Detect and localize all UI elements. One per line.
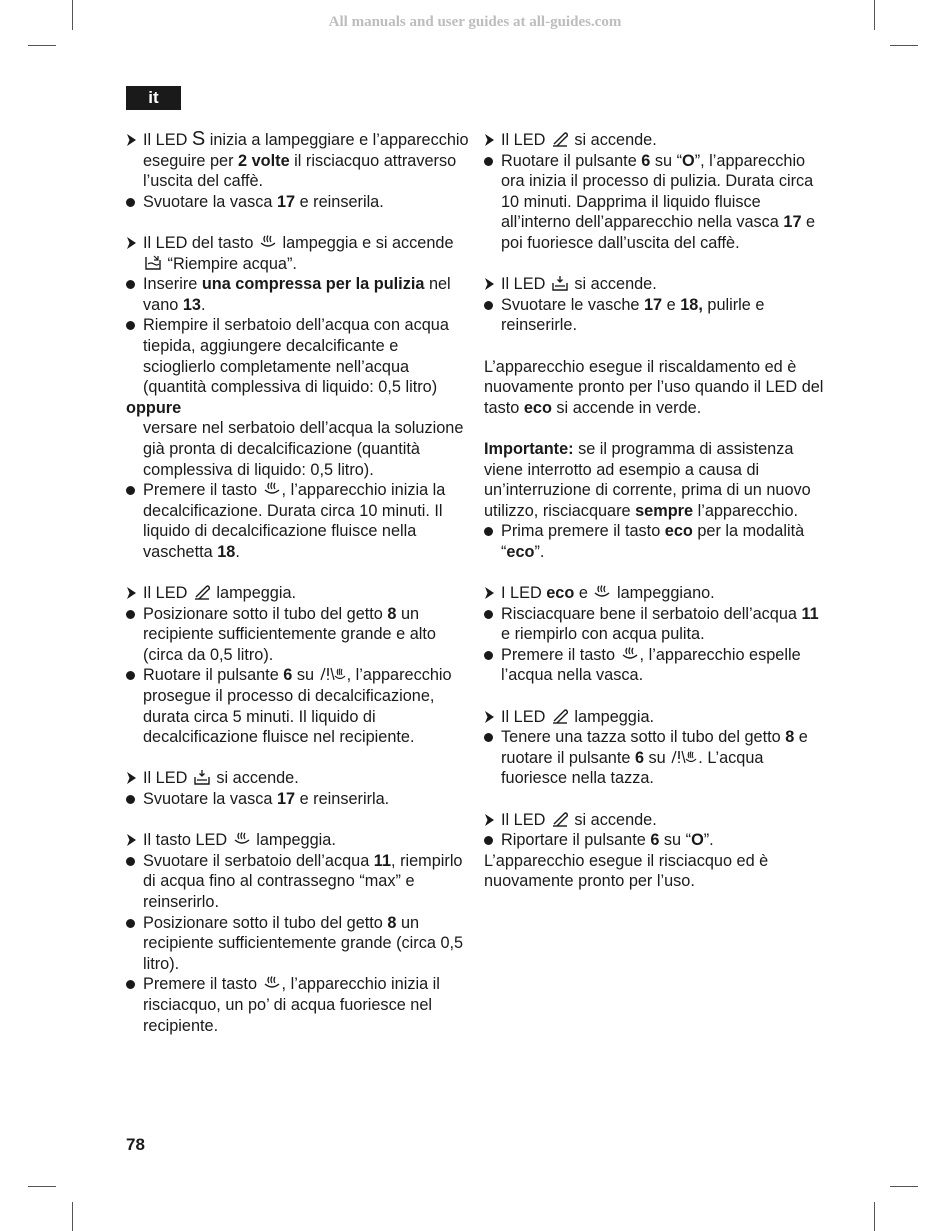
crop-mark bbox=[28, 1186, 56, 1187]
bullet-icon bbox=[126, 851, 142, 872]
text: ”. bbox=[703, 831, 714, 850]
bold-text: oppure bbox=[126, 398, 182, 417]
text: si accende in verde. bbox=[551, 398, 702, 417]
arrow-icon bbox=[126, 233, 142, 256]
step-item bbox=[126, 130, 471, 192]
text: su bbox=[292, 666, 319, 685]
crop-mark bbox=[72, 1202, 73, 1231]
bullet-icon bbox=[484, 645, 500, 666]
arrow-icon bbox=[126, 583, 142, 606]
calc-icon bbox=[551, 708, 569, 724]
text: Prima premere il tasto bbox=[501, 522, 665, 541]
bold-text: 17 bbox=[276, 790, 296, 808]
text: su “ bbox=[650, 151, 683, 170]
text: e ruotare il pulsante bbox=[501, 728, 808, 767]
text: Svuotare le vasche bbox=[501, 295, 644, 314]
arrow-icon bbox=[126, 830, 142, 853]
bullet-item bbox=[126, 851, 471, 913]
bullet-icon bbox=[484, 521, 500, 542]
arrow-icon bbox=[126, 130, 142, 153]
bullet-item bbox=[484, 830, 829, 851]
text: si accende. bbox=[569, 275, 657, 294]
bold-text: 6 bbox=[283, 666, 293, 685]
crop-mark bbox=[890, 45, 918, 46]
text: Il LED bbox=[501, 810, 550, 829]
arrow-icon bbox=[484, 583, 500, 606]
text: si accende. bbox=[211, 769, 299, 788]
text: Tenere una tazza sotto il tubo del getto bbox=[501, 728, 786, 747]
bold-text: 17 bbox=[276, 192, 296, 211]
bullet-icon bbox=[126, 974, 142, 995]
text: e poi fuoriesce dall’uscita del caffè. bbox=[501, 213, 816, 252]
bold-text: 18, bbox=[680, 295, 703, 314]
bullet-item bbox=[126, 913, 471, 975]
text: Inserire bbox=[143, 275, 202, 294]
text: Il LED bbox=[501, 707, 550, 726]
text: Svuotare la vasca bbox=[143, 192, 277, 211]
text: Risciacquare bene il serbatoio dell’acqua bbox=[501, 604, 802, 623]
text: . L’acqua fuoriesce nella tazza. bbox=[501, 748, 764, 788]
text: nel vano bbox=[143, 275, 451, 314]
text: ”. bbox=[534, 542, 545, 561]
text: Il LED bbox=[143, 584, 192, 603]
text: l’apparecchio. bbox=[693, 501, 799, 520]
text: . bbox=[235, 542, 240, 561]
paragraph bbox=[126, 418, 471, 480]
text: versare nel serbatoio dell’acqua la soluzione già pronta di decalcificazione (quantità complessiva di liquido: 0,5 litro). bbox=[143, 419, 464, 479]
bold-text: una compressa per la pulizia bbox=[201, 275, 425, 294]
bold-text: Importante: bbox=[484, 439, 574, 458]
bullet-icon bbox=[126, 913, 142, 934]
text: , l’apparecchio inizia la decalcificazione. Durata circa 10 minuti. Il liquido di decalcificazione fluisce nella vaschetta bbox=[143, 481, 446, 561]
crop-mark bbox=[890, 1186, 918, 1187]
text: Il LED del tasto bbox=[143, 233, 258, 252]
text: e reinserila. bbox=[295, 192, 384, 211]
text: si accende. bbox=[569, 810, 657, 829]
text: Svuotare il serbatoio dell’acqua bbox=[143, 851, 374, 870]
bold-text: 6 bbox=[650, 831, 660, 850]
bullet-icon bbox=[126, 315, 142, 336]
bullet-item bbox=[484, 521, 829, 562]
text: , riempirlo di acqua fino al contrassegno “max” e reinserirlo. bbox=[143, 851, 463, 911]
text: lampeggiano. bbox=[612, 584, 715, 603]
text: I LED bbox=[501, 584, 547, 603]
bullet-item bbox=[484, 727, 829, 789]
bold-text: 18 bbox=[217, 542, 236, 561]
bullet-item bbox=[484, 604, 829, 645]
paragraph bbox=[484, 439, 829, 521]
bold-text: 6 bbox=[634, 748, 645, 767]
bold-text: 11 bbox=[373, 851, 392, 870]
text: se il programma di assistenza viene interrotto ad esempio a causa di un’interruzione di corrente, prima di un nuovo utilizzo, risciacquare bbox=[484, 439, 811, 520]
text: Posizionare sotto il tubo del getto bbox=[143, 913, 388, 932]
tray-icon bbox=[193, 769, 211, 785]
text: S bbox=[191, 128, 206, 150]
bold-text: 6 bbox=[641, 151, 651, 170]
bullet-icon bbox=[484, 295, 500, 316]
bullet-icon bbox=[484, 727, 500, 748]
bold-text: 13 bbox=[182, 295, 201, 314]
arrow-icon bbox=[484, 810, 500, 833]
bold-text: 8 bbox=[387, 604, 397, 623]
bold-text: 11 bbox=[801, 604, 819, 623]
text: L’apparecchio esegue il riscaldamento ed è nuovamente pronto per l’uso quando il LED del tasto bbox=[484, 357, 824, 417]
steam-icon bbox=[233, 831, 251, 847]
bullet-item bbox=[126, 604, 471, 666]
bullet-item bbox=[126, 974, 471, 1036]
arrow-icon bbox=[484, 707, 500, 730]
text: il risciacquo attraverso l’uscita del caffè. bbox=[143, 151, 457, 191]
text: pulirle e reinserirle. bbox=[501, 295, 765, 335]
crop-mark bbox=[874, 1202, 875, 1231]
step-item bbox=[484, 707, 829, 728]
bullet-icon bbox=[126, 192, 142, 213]
step-item bbox=[126, 233, 471, 274]
text: . bbox=[200, 295, 206, 314]
text: lampeggia. bbox=[251, 831, 336, 850]
text: Il LED bbox=[501, 275, 550, 294]
language-tab: it bbox=[126, 86, 181, 110]
text: si accende. bbox=[569, 131, 657, 149]
bold-text: O bbox=[691, 831, 704, 850]
step-item bbox=[484, 810, 829, 831]
bullet-icon bbox=[484, 151, 500, 172]
text: lampeggia e si accende bbox=[277, 233, 454, 252]
text: Riempire il serbatoio dell’acqua con acqua tiepida, aggiungere decalcificante e scioglierlo completamente nell’acqua (quantità complessiva di liquido: 0,5 litro) bbox=[143, 316, 449, 397]
step-item bbox=[126, 830, 471, 851]
text: e bbox=[574, 584, 593, 603]
text: L’apparecchio esegue il risciacquo ed è nuovamente pronto per l’uso. bbox=[484, 851, 769, 891]
water-tank-icon bbox=[144, 255, 162, 271]
bold-text: 2 volte bbox=[238, 151, 290, 170]
text: lampeggia. bbox=[211, 584, 297, 603]
bold-text: eco bbox=[546, 584, 575, 603]
text: , l’apparecchio prosegue il processo di decalcificazione, durata circa 5 minuti. Il liquido di decalcificazione fluisce nel recipiente. bbox=[143, 666, 452, 747]
bullet-item bbox=[126, 665, 471, 747]
bullet-icon bbox=[484, 830, 500, 851]
text: Il tasto LED bbox=[143, 831, 232, 850]
crop-mark bbox=[28, 45, 56, 46]
bold-text: sempre bbox=[635, 501, 694, 520]
page-number: 78 bbox=[126, 1135, 145, 1154]
paragraph bbox=[484, 851, 829, 892]
bold-text: eco bbox=[523, 398, 552, 417]
bullet-icon bbox=[126, 604, 142, 625]
text: Svuotare la vasca bbox=[143, 790, 277, 808]
steam-icon bbox=[593, 584, 611, 600]
paragraph bbox=[484, 357, 829, 419]
paragraph bbox=[126, 398, 471, 419]
bold-text: eco bbox=[506, 542, 535, 561]
watermark: All manuals and user guides at all-guides.com bbox=[328, 14, 622, 30]
calc-icon bbox=[551, 811, 569, 827]
text: su “ bbox=[659, 831, 692, 850]
bullet-icon bbox=[126, 274, 142, 295]
calc-icon bbox=[551, 131, 569, 147]
step-item bbox=[126, 768, 471, 789]
bold-text: 8 bbox=[387, 913, 397, 932]
text: , l’apparecchio inizia il risciacquo, un po’ di acqua fuoriesce nel recipiente. bbox=[143, 975, 440, 1035]
bold-text: O bbox=[682, 151, 695, 170]
text: , l’apparecchio espelle l’acqua nella vasca. bbox=[501, 645, 801, 685]
text: e riempirlo con acqua pulita. bbox=[501, 625, 705, 644]
step-item bbox=[126, 583, 471, 604]
bullet-item bbox=[126, 192, 471, 213]
text: Premere il tasto bbox=[143, 481, 262, 500]
steam-icon bbox=[621, 646, 639, 662]
bullet-item bbox=[484, 151, 829, 254]
bullet-item bbox=[126, 315, 471, 397]
bullet-item bbox=[126, 480, 471, 562]
step-item bbox=[484, 130, 829, 151]
bullet-item bbox=[126, 274, 471, 315]
right-column bbox=[484, 130, 829, 892]
text: inizia a lampeggiare e l’apparecchio eseguire per bbox=[143, 131, 469, 170]
text: e reinserirla. bbox=[295, 790, 390, 808]
text: un recipiente sufficientemente grande e alto (circa da 0,5 litro). bbox=[143, 604, 436, 664]
text: Posizionare sotto il tubo del getto bbox=[143, 604, 388, 623]
selector-icon bbox=[671, 749, 697, 765]
bullet-icon bbox=[126, 789, 142, 810]
calc-icon bbox=[193, 584, 211, 600]
bullet-item bbox=[126, 789, 471, 810]
steam-icon bbox=[263, 481, 281, 497]
step-item bbox=[484, 583, 829, 604]
bullet-item bbox=[484, 645, 829, 686]
text: per la modalità “ bbox=[501, 522, 805, 561]
bullet-icon bbox=[126, 480, 142, 501]
left-column bbox=[126, 130, 471, 1036]
text: Ruotare il pulsante bbox=[143, 666, 284, 685]
text: Il LED bbox=[143, 131, 192, 149]
text: Riportare il pulsante bbox=[501, 831, 651, 850]
bullet-item bbox=[484, 295, 829, 336]
bold-text: 17 bbox=[644, 295, 663, 314]
bullet-icon bbox=[484, 604, 500, 625]
tray-icon bbox=[551, 275, 569, 291]
text: lampeggia. bbox=[569, 707, 655, 726]
bold-text: 8 bbox=[785, 728, 795, 747]
arrow-icon bbox=[484, 274, 500, 297]
arrow-icon bbox=[126, 768, 142, 791]
text: un recipiente sufficientemente grande (circa 0,5 litro). bbox=[143, 913, 464, 973]
bold-text: eco bbox=[664, 522, 693, 541]
text: “Riempire acqua”. bbox=[163, 254, 297, 273]
text: su bbox=[644, 748, 671, 767]
steam-icon bbox=[259, 234, 277, 250]
step-item bbox=[484, 274, 829, 295]
arrow-icon bbox=[484, 130, 500, 153]
text: ”, l’apparecchio ora inizia il processo di pulizia. Durata circa 10 minuti. Dapprima il liquido fluisce all’interno dell’apparecchio nella vasca bbox=[501, 151, 814, 232]
bullet-icon bbox=[126, 665, 142, 686]
text: e bbox=[662, 295, 681, 314]
text: Premere il tasto bbox=[143, 975, 262, 994]
steam-icon bbox=[263, 975, 281, 991]
selector-icon bbox=[320, 666, 346, 682]
text: Premere il tasto bbox=[501, 645, 620, 664]
text: Il LED bbox=[501, 131, 550, 149]
text: Il LED bbox=[143, 769, 192, 788]
text: Ruotare il pulsante bbox=[501, 151, 642, 170]
bold-text: 17 bbox=[783, 213, 802, 232]
